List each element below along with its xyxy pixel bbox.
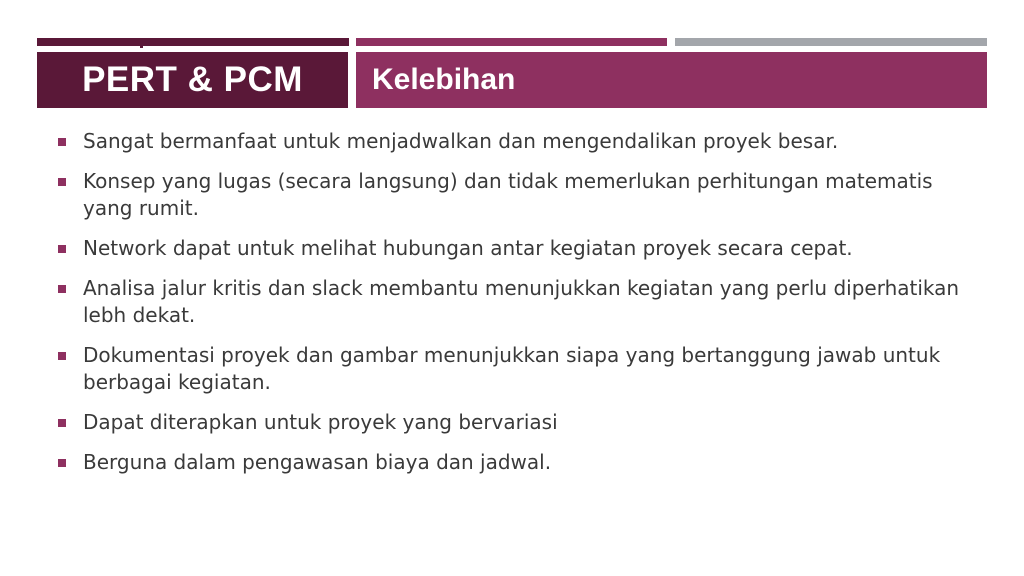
top-accent-bar-magenta bbox=[356, 38, 667, 46]
bullet-item bbox=[58, 275, 978, 329]
bullet-text: Analisa jalur kritis dan slack membantu menunjukkan kegiatan yang perlu diperhatikan lebh dekat. bbox=[83, 276, 960, 327]
slide-subtitle: Kelebihan bbox=[372, 63, 516, 96]
bullet-item bbox=[58, 449, 978, 476]
square-bullet-icon bbox=[58, 419, 66, 427]
bullet-text: Dapat diterapkan untuk proyek yang bervariasi bbox=[83, 410, 558, 434]
bullet-item bbox=[58, 235, 978, 262]
bullet-item bbox=[58, 128, 978, 155]
square-bullet-icon bbox=[58, 459, 66, 467]
title-panel-right bbox=[356, 52, 987, 108]
bullet-text: Konsep yang lugas (secara langsung) dan tidak memerlukan perhitungan matematis yang rumit. bbox=[83, 169, 933, 220]
slide-title: PERT & PCM bbox=[82, 60, 303, 99]
top-accent-bar-gray bbox=[675, 38, 987, 46]
square-bullet-icon bbox=[58, 178, 66, 186]
square-bullet-icon bbox=[58, 285, 66, 293]
square-bullet-icon bbox=[58, 352, 66, 360]
square-bullet-icon bbox=[58, 245, 66, 253]
accent-tick bbox=[140, 46, 143, 48]
bullet-text: Dokumentasi proyek dan gambar menunjukkan siapa yang bertanggung jawab untuk berbagai kegiatan. bbox=[83, 343, 941, 394]
bullet-text: Network dapat untuk melihat hubungan antar kegiatan proyek secara cepat. bbox=[83, 236, 853, 260]
bullet-text: Berguna dalam pengawasan biaya dan jadwal. bbox=[83, 450, 552, 474]
bullet-list bbox=[58, 128, 978, 489]
bullet-item bbox=[58, 168, 978, 222]
bullet-item bbox=[58, 342, 978, 396]
square-bullet-icon bbox=[58, 138, 66, 146]
bullet-text: Sangat bermanfaat untuk menjadwalkan dan mengendalikan proyek besar. bbox=[83, 129, 839, 153]
bullet-item bbox=[58, 409, 978, 436]
title-panel-left bbox=[37, 52, 348, 108]
top-accent-bar-dark bbox=[37, 38, 349, 46]
